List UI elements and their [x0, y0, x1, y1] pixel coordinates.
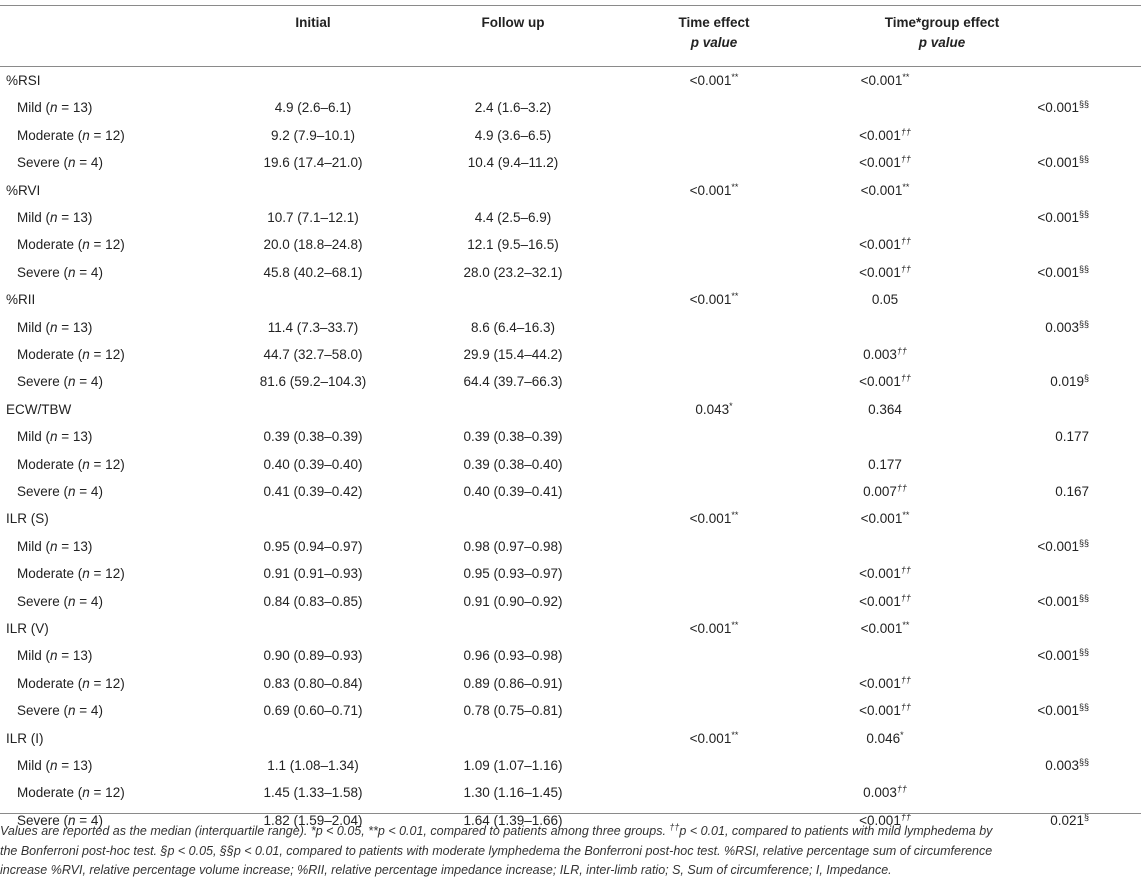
time-group-text: <0.001 [859, 593, 901, 609]
follow-up-text: 1.09 (1.07–1.16) [463, 758, 563, 773]
measure-label [6, 292, 35, 308]
follow-up-text: 0.98 (0.97–0.98) [463, 538, 563, 554]
label-text: Severe ( [17, 264, 69, 280]
label-n: n [82, 237, 90, 253]
posthoc-p [1037, 210, 1089, 226]
table-row [0, 451, 1141, 478]
initial-text: 1.82 (1.59–2.04) [263, 812, 363, 828]
label-count: = 12) [89, 127, 125, 143]
table-row [0, 533, 1141, 560]
measure-label [6, 621, 49, 637]
label-text: Moderate ( [17, 675, 83, 691]
time-group-wrap [863, 785, 907, 801]
table-row [0, 670, 1141, 697]
time-group-sup: †† [900, 263, 911, 274]
label-n: n [50, 429, 58, 445]
initial-text: 0.41 (0.39–0.42) [263, 484, 363, 499]
time-effect-text: 0.043 [695, 401, 730, 417]
time-group-sup: * [900, 729, 904, 740]
table-row [0, 615, 1141, 642]
time-group-sup: †† [900, 702, 911, 713]
time-effect-text: <0.001 [689, 73, 732, 88]
follow-up-text: 8.6 (6.4–16.3) [470, 319, 556, 335]
time-group-wrap [859, 128, 911, 144]
follow-up-text: 4.9 (3.6–6.5) [474, 127, 552, 143]
posthoc-sup: § [1083, 373, 1089, 384]
label-text: Severe ( [17, 155, 69, 171]
label-text: ECW/TBW [6, 401, 72, 417]
time-group-wrap [868, 457, 902, 473]
initial-text: 0.39 (0.38–0.39) [263, 429, 363, 445]
initial-text: 0.83 (0.80–0.84) [263, 675, 363, 691]
label-n: n [68, 593, 76, 609]
label-text: Severe ( [17, 703, 69, 719]
time-effect-subtitle: p value [690, 35, 738, 50]
time-group-wrap [859, 237, 911, 253]
posthoc-text: <0.001 [1037, 593, 1079, 609]
initial-text: 0.95 (0.94–0.97) [263, 538, 363, 554]
initial-text: 4.9 (2.6–6.1) [274, 100, 352, 116]
table-row [0, 779, 1141, 806]
initial-text: 1.45 (1.33–1.58) [263, 785, 363, 801]
time-group-wrap [863, 347, 907, 363]
table-row [0, 341, 1141, 368]
table-top-rule [0, 5, 1141, 6]
initial-text: 20.0 (18.8–24.8) [263, 237, 363, 253]
time-group-text: <0.001 [859, 237, 901, 253]
time-group-sup: ** [902, 510, 910, 521]
posthoc-p [1055, 429, 1089, 445]
time-group-sup: †† [900, 126, 911, 137]
table-row [0, 368, 1141, 395]
subgroup-label [17, 210, 92, 226]
label-count: = 12) [89, 675, 125, 691]
initial-text: 1.1 (1.08–1.34) [267, 758, 359, 773]
time-group-sup: †† [900, 154, 911, 165]
time-effect-sup: ** [731, 510, 739, 521]
label-text: Severe ( [17, 484, 69, 499]
time-group-sup: †† [900, 236, 911, 247]
time-effect-text: <0.001 [689, 621, 732, 636]
follow-up-text: 0.39 (0.38–0.40) [463, 456, 563, 472]
label-text: Mild ( [17, 758, 50, 773]
posthoc-sup: §§ [1078, 702, 1089, 713]
label-count: = 12) [89, 456, 125, 472]
posthoc-text: 0.021 [1050, 812, 1084, 828]
follow-up-text: 0.96 (0.93–0.98) [463, 648, 563, 664]
time-group-text: <0.001 [859, 264, 901, 280]
subgroup-label [17, 785, 125, 801]
time-group-text: <0.001 [860, 511, 903, 527]
table-footnote [0, 822, 1138, 881]
table-row [0, 67, 1141, 94]
time-effect-wrap [690, 292, 739, 308]
follow-up-text: 1.64 (1.39–1.66) [463, 812, 563, 828]
label-text: Severe ( [17, 812, 69, 828]
col-header-initial: Initial [295, 15, 331, 30]
subgroup-label [17, 237, 125, 253]
time-group-sup: †† [900, 674, 911, 685]
label-text: %RVI [6, 182, 41, 198]
time-group-text: <0.001 [859, 155, 901, 171]
time-effect-wrap [690, 731, 739, 747]
label-text: Moderate ( [17, 456, 83, 472]
subgroup-label [17, 566, 125, 582]
posthoc-p [1050, 374, 1089, 390]
time-group-text: 0.046 [866, 730, 901, 746]
table-row [0, 314, 1141, 341]
subgroup-label [17, 429, 92, 445]
table-row [0, 642, 1141, 669]
time-group-sup: †† [900, 373, 911, 384]
label-n: n [82, 127, 90, 143]
label-n: n [68, 264, 76, 280]
time-group-text: <0.001 [859, 566, 901, 582]
label-n: n [82, 785, 90, 801]
time-group-wrap [863, 484, 907, 500]
label-count: = 4) [75, 484, 103, 499]
posthoc-text: <0.001 [1037, 155, 1079, 171]
initial-text: 45.8 (40.2–68.1) [263, 264, 363, 280]
label-count: = 12) [89, 237, 125, 253]
label-n: n [50, 648, 58, 664]
time-group-wrap [859, 566, 911, 582]
time-group-wrap [868, 402, 902, 418]
posthoc-p [1037, 648, 1089, 664]
table-row [0, 752, 1141, 779]
time-effect-sup: ** [731, 72, 739, 82]
follow-up-text: 4.4 (2.5–6.9) [474, 210, 552, 225]
posthoc-text: 0.003 [1045, 758, 1079, 773]
time-group-text: <0.001 [859, 374, 901, 390]
time-group-text: 0.177 [868, 456, 902, 472]
time-effect-wrap [690, 183, 739, 199]
posthoc-sup: §§ [1078, 647, 1089, 658]
subgroup-label [17, 703, 103, 719]
table-row [0, 286, 1141, 313]
col-header-follow-up: Follow up [481, 15, 545, 30]
time-group-text: 0.05 [871, 292, 899, 308]
table-row [0, 231, 1141, 258]
posthoc-text: 0.003 [1045, 319, 1079, 335]
time-effect-sup: ** [731, 729, 739, 740]
initial-text: 19.6 (17.4–21.0) [263, 155, 363, 171]
time-group-text: <0.001 [859, 812, 901, 828]
follow-up-text: 64.4 (39.7–66.3) [463, 374, 563, 390]
label-text: ILR (V) [6, 621, 49, 636]
time-group-text: <0.001 [860, 73, 903, 88]
time-effect-sup: ** [731, 291, 739, 302]
label-text: Mild ( [17, 648, 50, 664]
time-group-sup: ** [902, 72, 910, 82]
posthoc-sup: §§ [1078, 537, 1089, 548]
table-row [0, 177, 1141, 204]
label-text: Severe ( [17, 374, 69, 390]
initial-text: 9.2 (7.9–10.1) [270, 127, 356, 143]
follow-up-text: 28.0 (23.2–32.1) [463, 264, 563, 280]
label-text: Mild ( [17, 538, 50, 554]
time-group-effect-subtitle: p value [918, 35, 966, 50]
time-group-text: <0.001 [859, 127, 901, 143]
subgroup-label [17, 100, 92, 116]
label-text: Mild ( [17, 429, 50, 445]
follow-up-text: 0.40 (0.39–0.41) [463, 484, 563, 499]
label-count: = 13) [57, 758, 93, 773]
table-row [0, 122, 1141, 149]
label-n: n [68, 374, 76, 390]
posthoc-p [1045, 758, 1089, 774]
label-count: = 4) [75, 593, 103, 609]
posthoc-sup: §§ [1078, 99, 1089, 110]
label-text: Moderate ( [17, 347, 83, 362]
subgroup-label [17, 374, 103, 390]
label-text: ILR (I) [6, 730, 44, 746]
initial-text: 10.7 (7.1–12.1) [267, 210, 359, 225]
footnote-line-2: the Bonferroni post-hoc test. §p < 0.05, §§p < 0.01, compared to patients with moderate lymphedema the Bonferroni post-hoc test. %RSI, relative percentage sum of circumference [0, 843, 993, 858]
time-group-sup: †† [900, 565, 911, 576]
label-text: ILR (S) [6, 511, 49, 527]
follow-up-text: 2.4 (1.6–3.2) [474, 100, 552, 116]
time-effect-wrap [690, 511, 739, 527]
label-count: = 4) [75, 703, 103, 719]
time-group-sup: ** [902, 181, 910, 192]
follow-up-text: 1.30 (1.16–1.45) [463, 785, 563, 801]
label-count: = 13) [57, 648, 93, 664]
table-row [0, 396, 1141, 423]
time-group-sup: †† [896, 346, 907, 356]
posthoc-text: <0.001 [1037, 703, 1079, 719]
table-row [0, 94, 1141, 121]
initial-text: 0.84 (0.83–0.85) [263, 593, 363, 609]
time-group-effect-title: Time*group effect [884, 15, 1000, 30]
table-row [0, 697, 1141, 724]
posthoc-text: 0.019 [1050, 374, 1084, 390]
measure-label [6, 183, 40, 199]
time-group-wrap [859, 703, 911, 719]
follow-up-text: 12.1 (9.5–16.5) [467, 237, 559, 253]
time-effect-text: <0.001 [689, 730, 732, 746]
posthoc-text: <0.001 [1037, 648, 1079, 664]
label-count: = 12) [89, 566, 125, 582]
label-count: = 4) [75, 155, 103, 171]
time-effect-wrap [690, 73, 739, 89]
measure-label [6, 402, 71, 418]
posthoc-sup: §§ [1078, 318, 1089, 329]
label-n: n [68, 812, 76, 828]
subgroup-label [17, 758, 92, 774]
time-group-text: 0.003 [863, 785, 897, 801]
time-group-text: <0.001 [859, 675, 901, 691]
table-row [0, 259, 1141, 286]
label-n: n [50, 758, 58, 773]
time-group-wrap [872, 292, 898, 308]
time-group-text: <0.001 [860, 182, 903, 198]
time-effect-text: <0.001 [689, 182, 732, 198]
label-count: = 13) [57, 429, 93, 445]
time-effect-wrap [690, 621, 739, 637]
posthoc-text: 0.167 [1055, 484, 1089, 499]
time-group-wrap [866, 731, 903, 747]
posthoc-p [1037, 703, 1089, 719]
time-group-sup: †† [900, 811, 911, 822]
time-effect-sup: ** [731, 181, 739, 192]
measure-label [6, 73, 41, 89]
follow-up-text: 0.89 (0.86–0.91) [463, 675, 563, 691]
label-n: n [50, 319, 58, 335]
label-count: = 13) [57, 210, 93, 225]
posthoc-p [1037, 155, 1089, 171]
label-n: n [82, 456, 90, 472]
follow-up-text: 0.91 (0.90–0.92) [463, 593, 563, 609]
posthoc-sup: §§ [1078, 263, 1089, 274]
posthoc-sup: § [1083, 811, 1089, 822]
footnote-line-1: Values are reported as the median (interquartile range). *p < 0.05, **p < 0.01, compared to patients among three groups. ††p < 0.01, compared to patients with mild lymphedema by [0, 822, 993, 838]
initial-text: 0.91 (0.91–0.93) [263, 566, 363, 582]
label-text: %RII [6, 292, 36, 308]
table-row [0, 478, 1141, 505]
posthoc-sup: §§ [1078, 757, 1089, 767]
label-count: = 13) [57, 100, 93, 116]
time-group-wrap [861, 73, 910, 89]
label-n: n [50, 210, 58, 225]
label-n: n [68, 703, 76, 719]
time-group-sup: ** [902, 620, 910, 630]
label-n: n [82, 566, 90, 582]
label-n: n [68, 155, 76, 171]
posthoc-sup: §§ [1078, 209, 1089, 219]
subgroup-label [17, 457, 125, 473]
posthoc-sup: §§ [1078, 154, 1089, 165]
subgroup-label [17, 676, 125, 692]
follow-up-text: 0.78 (0.75–0.81) [463, 703, 563, 719]
label-text: Moderate ( [17, 566, 83, 582]
table-bottom-rule [0, 813, 1141, 814]
time-group-text: <0.001 [859, 703, 901, 719]
time-group-wrap [859, 594, 911, 610]
label-text: Moderate ( [17, 237, 83, 253]
time-group-text: 0.003 [863, 347, 897, 362]
label-n: n [82, 675, 90, 691]
time-group-wrap [859, 374, 911, 390]
label-text: Moderate ( [17, 127, 83, 143]
table-row [0, 204, 1141, 231]
time-group-sup: †† [900, 592, 911, 603]
time-effect-sup: * [729, 400, 733, 411]
table-row [0, 505, 1141, 532]
time-group-wrap [861, 511, 910, 527]
posthoc-p [1037, 265, 1089, 281]
time-effect-title: Time effect [678, 15, 750, 30]
time-effect-sup: ** [731, 620, 739, 630]
subgroup-label [17, 648, 92, 664]
posthoc-p [1037, 100, 1089, 116]
initial-text: 0.90 (0.89–0.93) [263, 648, 363, 664]
time-effect-text: <0.001 [689, 292, 732, 308]
time-group-wrap [861, 183, 910, 199]
label-text: Mild ( [17, 100, 50, 116]
time-group-text: 0.007 [863, 484, 897, 499]
measure-label [6, 511, 49, 527]
col-header-time-effect [678, 13, 749, 53]
label-count: = 4) [75, 264, 103, 280]
posthoc-p [1045, 320, 1089, 336]
label-count: = 4) [75, 812, 103, 828]
follow-up-text: 0.39 (0.38–0.39) [463, 429, 563, 445]
posthoc-sup: §§ [1078, 592, 1089, 603]
initial-text: 0.40 (0.39–0.40) [263, 456, 363, 472]
subgroup-label [17, 347, 125, 363]
label-n: n [68, 484, 76, 499]
time-group-wrap [859, 676, 911, 692]
follow-up-text: 29.9 (15.4–44.2) [463, 347, 563, 362]
time-group-sup: †† [896, 483, 907, 493]
table-row [0, 149, 1141, 176]
subgroup-label [17, 594, 103, 610]
label-text: %RSI [6, 73, 41, 88]
col-header-time-group-effect [885, 13, 1000, 53]
label-n: n [50, 100, 58, 116]
posthoc-text: <0.001 [1037, 264, 1079, 280]
posthoc-text: <0.001 [1037, 538, 1079, 554]
time-effect-text: <0.001 [689, 511, 732, 527]
time-group-wrap [859, 265, 911, 281]
label-text: Severe ( [17, 593, 69, 609]
posthoc-p [1037, 539, 1089, 555]
label-count: = 13) [57, 319, 93, 335]
footnote-line-3: increase %RVI, relative percentage volume increase; %RII, relative percentage impedance increase; ILR, inter-limb ratio; S, Sum of circumference; I, Impedance. [0, 863, 892, 877]
initial-text: 11.4 (7.3–33.7) [267, 319, 359, 335]
time-group-text: <0.001 [860, 621, 903, 636]
time-group-sup: †† [896, 784, 907, 795]
follow-up-text: 10.4 (9.4–11.2) [467, 155, 559, 171]
subgroup-label [17, 539, 92, 555]
label-count: = 12) [89, 785, 125, 801]
label-n: n [50, 538, 58, 554]
label-text: Mild ( [17, 319, 50, 335]
time-group-wrap [859, 155, 911, 171]
table-row [0, 588, 1141, 615]
subgroup-label [17, 155, 103, 171]
label-text: Moderate ( [17, 785, 83, 801]
posthoc-text: 0.177 [1055, 429, 1089, 445]
initial-text: 0.69 (0.60–0.71) [263, 703, 363, 719]
table-row [0, 423, 1141, 450]
time-group-text: 0.364 [868, 401, 902, 417]
label-text: Mild ( [17, 210, 50, 225]
posthoc-p [1055, 484, 1089, 500]
label-count: = 12) [89, 347, 125, 362]
subgroup-label [17, 128, 125, 144]
posthoc-text: <0.001 [1037, 210, 1079, 225]
measure-label [6, 731, 44, 747]
table-row [0, 560, 1141, 587]
initial-text: 81.6 (59.2–104.3) [259, 374, 367, 390]
follow-up-text: 0.95 (0.93–0.97) [463, 566, 563, 582]
label-count: = 4) [75, 374, 103, 390]
table-row [0, 725, 1141, 752]
posthoc-text: <0.001 [1037, 100, 1079, 116]
subgroup-label [17, 265, 103, 281]
label-count: = 13) [57, 538, 93, 554]
subgroup-label [17, 484, 103, 500]
subgroup-label [17, 320, 92, 336]
posthoc-p [1037, 594, 1089, 610]
time-effect-wrap [695, 402, 732, 418]
initial-text: 44.7 (32.7–58.0) [263, 347, 363, 362]
label-n: n [82, 347, 90, 362]
time-group-wrap [861, 621, 910, 637]
